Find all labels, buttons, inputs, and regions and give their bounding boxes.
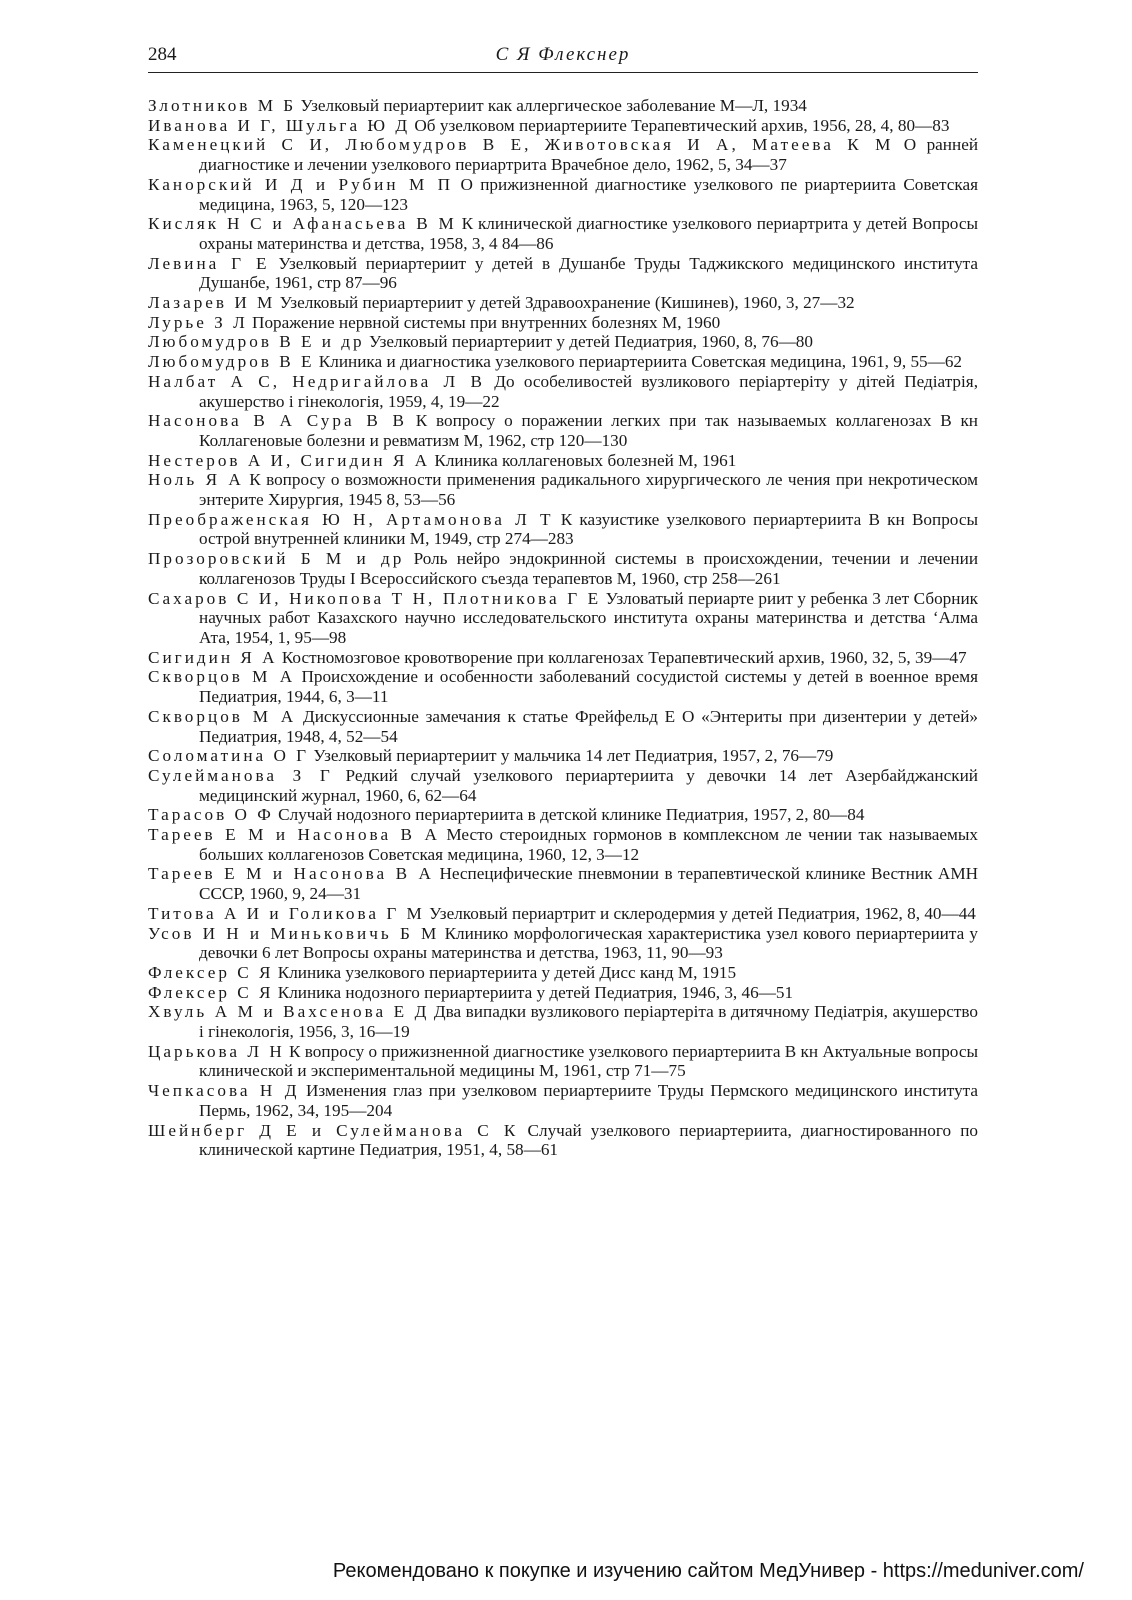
entry-text: Узловатый периарте риит у ребенка 3 лет Сборник научных работ Казахского научно исследовательского института охраны материнства и детства ‘Алма Ата, 1954, 1, 95—98 [199, 588, 978, 647]
entry-text: Клиника нодозного периартериита у детей Педиатрия, 1946, 3, 46—51 [277, 982, 794, 1002]
bibliography-list [148, 96, 978, 1160]
entry-text: Роль нейро эндокринной системы в происхождении, течении и лечении коллагенозов Труды I Всероссийского съезда терапевтов М, 1960, стр 258—261 [199, 549, 979, 588]
bibliography-entry [148, 254, 978, 293]
bibliography-entry [148, 825, 978, 864]
entry-author: Лазарев И М [148, 293, 276, 313]
bibliography-entry [148, 1042, 978, 1081]
entry-text: Дискуссионные замечания к статье Фрейфельд Е О «Энтериты при дизентерии у детей» Педиатрия, 1948, 4, 52—54 [199, 706, 978, 746]
bibliography-entry [148, 746, 978, 766]
entry-author: Злотников М Б [148, 96, 297, 115]
entry-text: К вопросу о прижизненной диагностике узелкового периартериита В кн Актуальные вопросы клинической и экспериментальной медицины М, 1961, стр 71—75 [199, 1041, 979, 1081]
bibliography-entry [148, 411, 978, 450]
entry-author: Насонова В А Сура В В [148, 411, 408, 431]
entry-text: К казуистике узелкового периартериита В кн Вопросы острой внутренней клиники М, 1949, стр 274—283 [199, 509, 978, 549]
entry-author: Скворцов М А [148, 706, 297, 726]
bibliography-entry [148, 332, 978, 352]
bibliography-entry [148, 648, 978, 668]
entry-author: Тареев Е М и Насонова В А [148, 825, 440, 845]
entry-text: Происхождение и особенности заболеваний сосудистой системы у детей в военное время Педиатрия, 1944, 6, 3—11 [199, 667, 978, 707]
entry-author: Лурье З Л [148, 312, 248, 332]
entry-author: Флексер С Я [148, 982, 274, 1002]
entry-text: О ранней диагностике и лечении узелкового периартрита Врачебное дело, 1962, 5, 34—37 [199, 135, 979, 175]
entry-text: Клинико морфологическая характеристика узел кового периартериита у девочки 6 лет Вопросы охраны материнства и детства, 1963, 11, 90—93 [199, 923, 979, 963]
entry-author: Сахаров С И, Никопова Т Н, Плотникова Г Е [148, 588, 602, 608]
entry-text: Узелковый периартериит у детей в Душанбе Труды Таджикского медицинского института Душанбе, 1961, стр 87—96 [199, 253, 979, 293]
entry-author: Чепкасова Н Д [148, 1081, 300, 1101]
entry-text: К клинической диагностике узелкового периартрита у детей Вопросы охраны материнства и детства, 1958, 3, 4 84—86 [199, 214, 979, 253]
bibliography-entry [148, 372, 978, 411]
entry-text: Два випадки вузликового перiартерiта в дитячному Педiатрiя, акушерство i гiнекологiя, 1956, 3, 16—19 [199, 1002, 978, 1042]
bibliography-entry [148, 214, 978, 253]
entry-text: Об узелковом периартериите Терапевтический архив, 1956, 28, 4, 80—83 [414, 115, 950, 135]
entry-author: Шейнберг Д Е и Сулейманова С К [148, 1120, 519, 1140]
entry-text: Случай узелкового периартериита, диагностированного по клинической картине Педиатрия, 1951, 4, 58—61 [199, 1120, 978, 1160]
entry-text: Узелковый периартериит как аллергическое заболевание М—Л, 1934 [300, 96, 807, 115]
bibliography-entry [148, 924, 978, 963]
bibliography-entry [148, 983, 978, 1003]
bibliography-entry [148, 293, 978, 313]
entry-text: Неспецифические пневмонии в терапевтической клинике Вестник АМН СССР, 1960, 9, 24—31 [199, 864, 979, 904]
running-head: С Я Флекснер [495, 44, 631, 65]
bibliography-entry [148, 549, 978, 588]
entry-author: Канорский И Д и Рубин М П [148, 174, 454, 194]
entry-text: К вопросу о поражении легких при так называемых коллагенозах В кн Коллагеновые болезни и ревматизм М, 1962, стр 120—130 [199, 411, 979, 450]
entry-author: Нестеров А И, Сигидин Я А [148, 450, 431, 470]
bibliography-entry [148, 96, 978, 116]
bibliography-entry [148, 1002, 978, 1041]
entry-author: Флексер С Я [148, 962, 274, 982]
bibliography-entry [148, 707, 978, 746]
entry-text: Узелковый периартериит у мальчика 14 лет Педиатрия, 1957, 2, 76—79 [313, 746, 834, 766]
entry-text: Клиника узелкового периартериита у детей Дисс канд М, 1915 [277, 962, 737, 982]
page-header [148, 42, 978, 73]
entry-text: Клиника и диагностика узелкового периартериита Советская медицина, 1961, 9, 55—62 [318, 352, 963, 372]
footer-promo-text: Рекомендовано к покупке и изучению сайтом МедУнивер - https://meduniver.com/ [332, 1560, 1084, 1582]
page-number: 284 [148, 44, 177, 65]
entry-text: Узелковый периартериит у детей Педиатрия, 1960, 8, 76—80 [368, 332, 813, 352]
bibliography-entry [148, 451, 978, 471]
bibliography-entry [148, 510, 978, 549]
entry-author: Соломатина О Г [148, 746, 310, 766]
entry-text: Костномозговое кровотворение при коллагенозах Терапевтический архив, 1960, 32, 5, 39—47 [281, 647, 967, 667]
bibliography-entry [148, 963, 978, 983]
entry-author: Каменецкий С И, Любомудров В Е, Животовская И А, Матеева К М [148, 135, 894, 155]
bibliography-entry [148, 1121, 978, 1160]
bibliography-entry [148, 904, 978, 924]
entry-author: Любомудров В Е [148, 352, 315, 372]
bibliography-entry [148, 1081, 978, 1120]
entry-author: Титова А И и Голикова Г М [148, 903, 425, 923]
entry-text: Изменения глаз при узелковом периартериите Труды Пермского медицинского института Пермь, 1962, 34, 195—204 [199, 1081, 979, 1120]
entry-text: Поражение нервной системы при внутренних болезнях М, 1960 [252, 312, 721, 332]
bibliography-entry [148, 766, 978, 805]
entry-author: Тарасов О Ф [148, 805, 274, 825]
entry-text: Место стероидных гормонов в комплексном ле чении так называемых больших коллагенозов Советская медицина, 1960, 12, 3—12 [199, 825, 978, 864]
bibliography-entry [148, 313, 978, 333]
entry-author: Усов И Н и Миньковичь Б М [148, 923, 440, 943]
bibliography-entry [148, 589, 978, 648]
bibliography-entry [148, 352, 978, 372]
bibliography-entry [148, 135, 978, 174]
entry-text: Узелковый периартериит у детей Здравоохранение (Кишинев), 1960, 3, 27—32 [279, 293, 855, 313]
entry-author: Сулейманова З Г [148, 765, 333, 785]
entry-author: Скворцов М А [148, 667, 296, 687]
bibliography-entry [148, 470, 978, 509]
entry-author: Прозоровский Б М и др [148, 549, 405, 569]
entry-author: Левина Г Е [148, 253, 270, 273]
entry-author: Налбат А С, Недригайлова Л В [148, 371, 485, 391]
bibliography-entry [148, 116, 978, 136]
entry-author: Сигидин Я А [148, 647, 278, 667]
bibliography-entry [148, 864, 978, 903]
entry-author: Царькова Л Н [148, 1041, 285, 1061]
entry-author: Преображенская Ю Н, Артамонова Л Т [148, 509, 554, 529]
entry-text: Клиника коллагеновых болезней М, 1961 [434, 450, 737, 470]
entry-text: О прижизненной диагностике узелкового пе риартериита Советская медицина, 1963, 5, 120—123 [199, 174, 978, 214]
entry-text: До особеливостей вузликового перiартерiту у дiтей Педiатрiя, акушерство i гiнекологiя, 1959, 4, 19—22 [199, 371, 979, 411]
entry-author: Любомудров В Е и др [148, 332, 365, 352]
bibliography-entry [148, 667, 978, 706]
entry-text: Случай нодозного периартериита в детской клинике Педиатрия, 1957, 2, 80—84 [278, 805, 865, 825]
entry-author: Кисляк Н С и Афанасьева В М [148, 214, 457, 234]
entry-author: Ноль Я А [148, 470, 244, 490]
entry-author: Тареев Е М и Насонова В А [148, 864, 434, 884]
entry-author: Хвуль А М и Вахсенова Е Д [148, 1002, 430, 1022]
bibliography-entry [148, 805, 978, 825]
entry-text: Узелковый периартрит и склеродермия у детей Педиатрия, 1962, 8, 40—44 [429, 903, 976, 923]
entry-text: Редкий случай узелкового периартериита у девочки 14 лет Азербайджанский медицинский журнал, 1960, 6, 62—64 [199, 765, 978, 805]
entry-text: К вопросу о возможности применения радикального хирургического ле чения при некротическом энтерите Хирургия, 1945 8, 53—56 [199, 470, 978, 510]
entry-author: Иванова И Г, Шульга Ю Д [148, 115, 411, 135]
bibliography-entry [148, 175, 978, 214]
